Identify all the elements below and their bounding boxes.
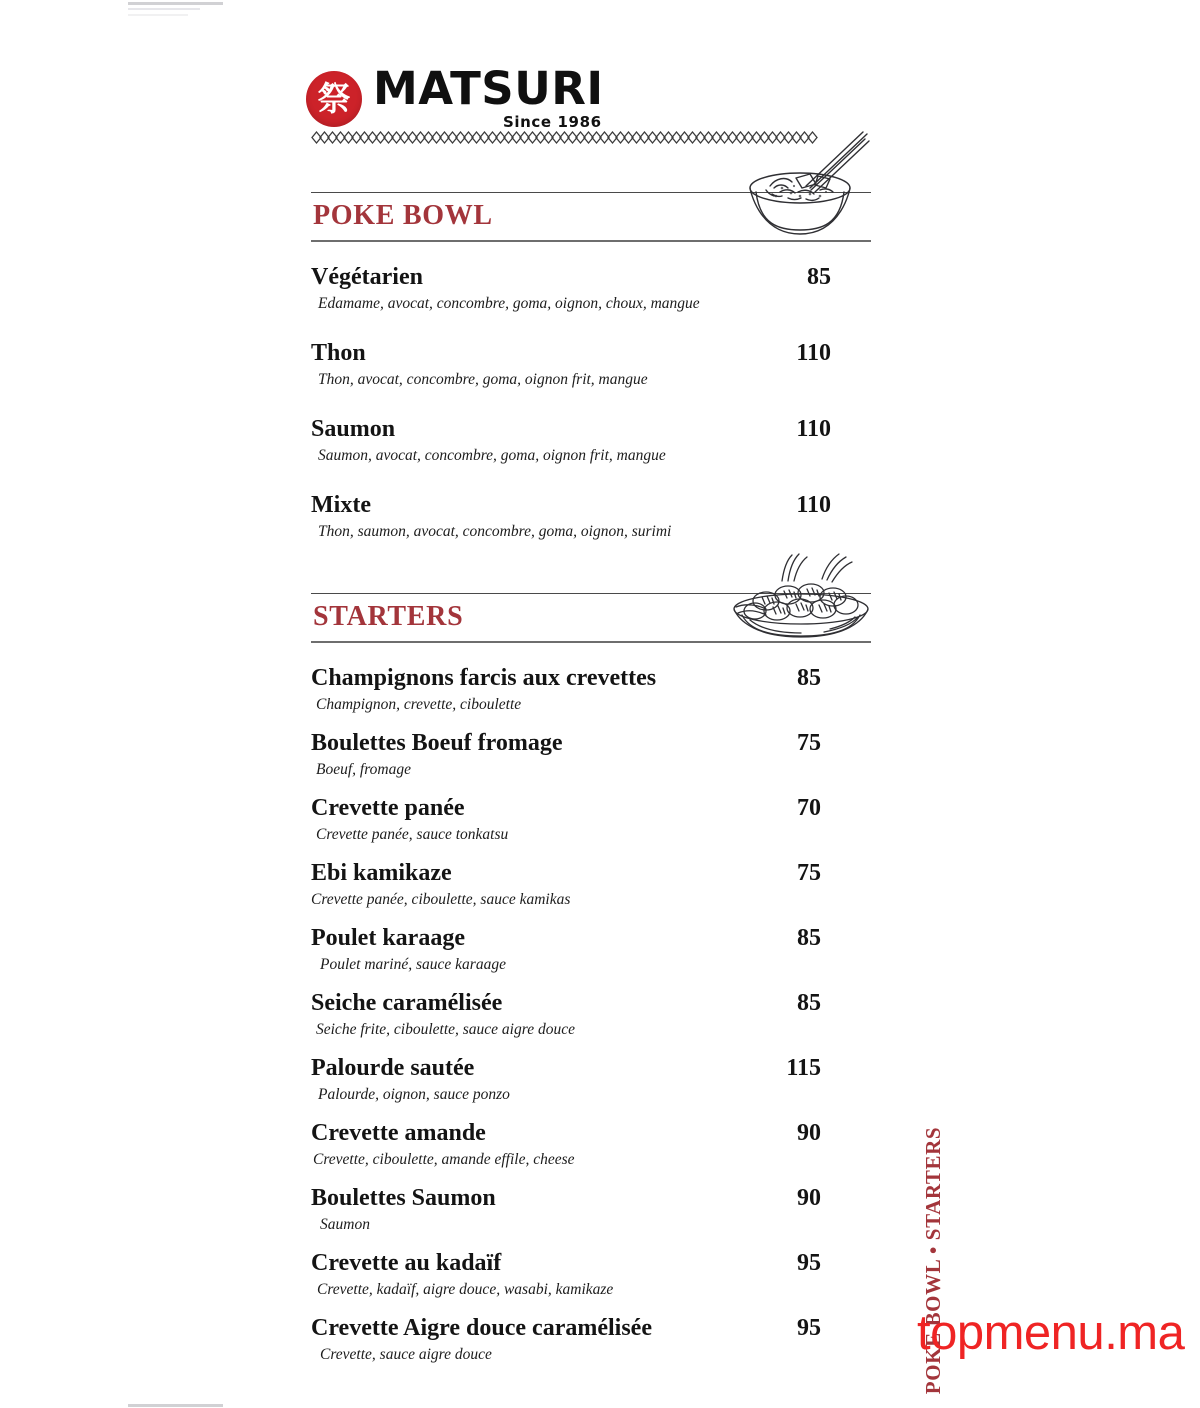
item-name: Crevette Aigre douce caramélisée	[311, 1315, 652, 1341]
item-price: 110	[796, 416, 831, 442]
scan-edge-artifact	[128, 2, 223, 5]
item-name: Palourde sautée	[311, 1055, 475, 1081]
item-description: Champignon, crevette, ciboulette	[316, 696, 522, 713]
menu-item[interactable]	[311, 795, 871, 844]
item-name: Mixte	[311, 492, 371, 518]
item-price: 70	[797, 795, 821, 821]
menu-item[interactable]	[311, 416, 871, 465]
item-price: 110	[796, 492, 831, 518]
menu-item[interactable]	[311, 665, 871, 714]
item-name: Saumon	[311, 416, 396, 442]
item-name: Seiche caramélisée	[311, 990, 503, 1016]
item-price: 85	[797, 990, 821, 1016]
item-description: Crevette, sauce aigre douce	[320, 1346, 492, 1363]
item-price: 85	[807, 264, 831, 290]
item-description: Edamame, avocat, concombre, goma, oignon, choux, mangue	[318, 295, 700, 312]
menu-item[interactable]	[311, 1120, 871, 1169]
section-rule-top	[311, 192, 871, 193]
item-description: Poulet mariné, sauce karaage	[320, 956, 506, 973]
menu-item[interactable]	[311, 925, 871, 974]
section-header-poke-bowl	[311, 192, 871, 244]
menu-item[interactable]	[311, 492, 871, 541]
menu-item[interactable]	[311, 730, 871, 779]
section-poke-bowl	[311, 192, 871, 568]
item-description: Palourde, oignon, sauce ponzo	[318, 1086, 510, 1103]
scan-edge-artifact	[128, 14, 188, 16]
item-price: 90	[797, 1120, 821, 1146]
item-name: Thon	[311, 340, 366, 366]
section-rule-top	[311, 593, 871, 594]
item-description: Boeuf, fromage	[316, 761, 411, 778]
item-description: Crevette, ciboulette, amande effile, cheese	[313, 1151, 575, 1168]
item-description: Crevette panée, sauce tonkatsu	[316, 826, 509, 843]
item-price: 95	[797, 1315, 821, 1341]
kanji-glyph: 祭	[317, 78, 351, 118]
menu-item[interactable]	[311, 1185, 871, 1234]
item-name: Poulet karaage	[311, 925, 465, 951]
menu-item[interactable]	[311, 264, 871, 313]
item-name: Champignons farcis aux crevettes	[311, 665, 657, 691]
section-rule-bottom	[311, 641, 871, 643]
item-description: Crevette, kadaïf, aigre douce, wasabi, kamikaze	[317, 1281, 614, 1298]
scan-edge-artifact	[128, 8, 200, 10]
item-price: 115	[786, 1055, 821, 1081]
item-name: Crevette panée	[311, 795, 465, 821]
brand-wordmark	[373, 62, 604, 131]
item-name: Boulettes Boeuf fromage	[311, 730, 563, 756]
menu-item[interactable]	[311, 1250, 871, 1299]
item-description: Thon, saumon, avocat, concombre, goma, oignon, surimi	[318, 523, 672, 540]
item-name: Crevette amande	[311, 1120, 486, 1146]
item-name: Boulettes Saumon	[311, 1185, 496, 1211]
item-description: Saumon	[320, 1216, 370, 1233]
menu-item[interactable]	[311, 860, 871, 909]
side-tab-text: POKE BOWL • STARTERS	[921, 1126, 946, 1394]
matsuri-kanji-emblem-icon	[306, 71, 362, 127]
item-price: 110	[796, 340, 831, 366]
item-list-starters	[311, 665, 871, 1364]
menu-item[interactable]	[311, 340, 871, 389]
item-price: 75	[797, 730, 821, 756]
scan-edge-artifact	[128, 1404, 223, 1407]
brand-header	[306, 62, 604, 131]
diamond-divider-icon	[311, 131, 822, 145]
item-description: Seiche frite, ciboulette, sauce aigre douce	[316, 1021, 575, 1038]
section-starters	[311, 593, 871, 1380]
section-header-starters	[311, 593, 871, 645]
item-price: 95	[797, 1250, 821, 1276]
item-description: Crevette panée, ciboulette, sauce kamikas	[311, 891, 571, 908]
menu-item[interactable]	[311, 1315, 871, 1364]
item-price: 90	[797, 1185, 821, 1211]
brand-name: MATSURI	[373, 62, 604, 115]
diamond-divider	[311, 131, 822, 145]
menu-item[interactable]	[311, 1055, 871, 1104]
section-title: POKE BOWL	[313, 200, 493, 231]
item-price: 85	[797, 925, 821, 951]
item-name: Crevette au kadaïf	[311, 1250, 502, 1276]
poke-bowl-illustration-icon	[736, 130, 871, 250]
site-watermark: topmenu.ma	[917, 1306, 1185, 1360]
brand-since: Since 1986	[502, 112, 602, 131]
item-price: 75	[797, 860, 821, 886]
item-price: 85	[797, 665, 821, 691]
item-list-poke-bowl	[311, 264, 871, 541]
item-description: Saumon, avocat, concombre, goma, oignon frit, mangue	[318, 447, 666, 464]
menu-item[interactable]	[311, 990, 871, 1039]
section-title: STARTERS	[313, 601, 464, 632]
section-rule-bottom	[311, 240, 871, 242]
item-name: Végétarien	[311, 264, 423, 290]
item-description: Thon, avocat, concombre, goma, oignon frit, mangue	[318, 371, 648, 388]
item-name: Ebi kamikaze	[311, 860, 452, 886]
